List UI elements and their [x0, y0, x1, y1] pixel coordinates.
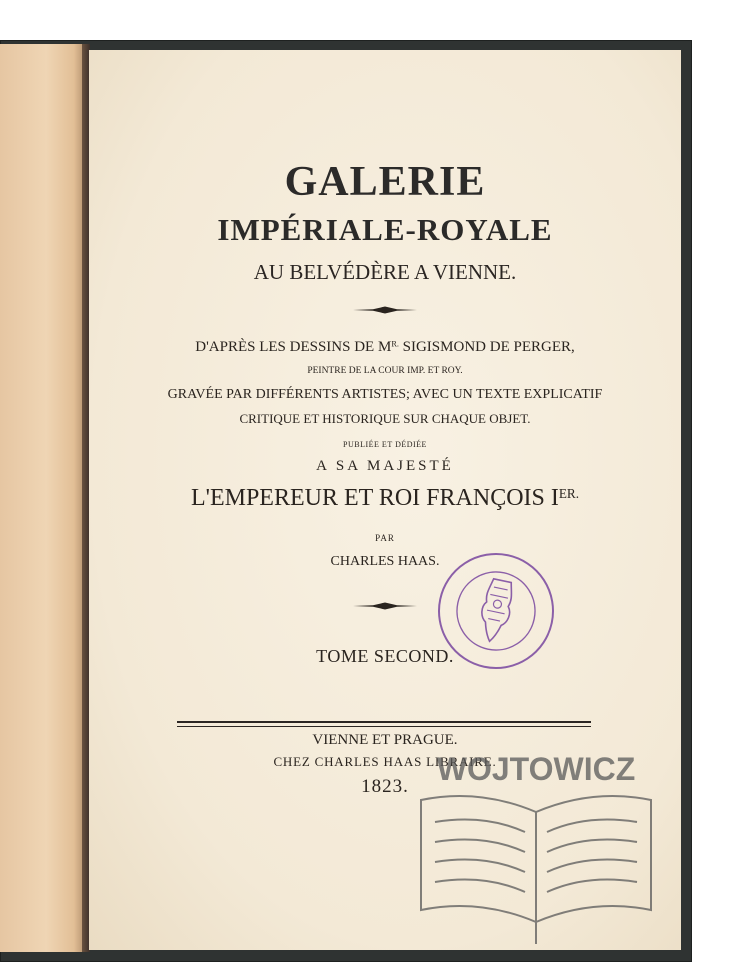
emperor-line: L'EMPEREUR ET ROI FRANÇOIS $I^{ER.}$	[190, 485, 580, 511]
attribution-line: D'APRÈS LES DESSINS DE $M^{R.}$ SIGISMOND DE PERGER,	[195, 339, 575, 355]
volume-label: TOME SECOND.	[316, 646, 454, 666]
title-page	[89, 50, 681, 950]
imprint-publisher: CHEZ CHARLES HAAS LIBRAIRE.	[273, 754, 497, 769]
ornament-divider-icon	[353, 602, 417, 610]
imprint-year: 1823.	[361, 776, 409, 797]
painter-role-line: PEINTRE DE LA COUR IMP. ET ROY.	[307, 366, 463, 376]
rule-divider	[177, 721, 591, 723]
left-page-edge	[0, 44, 84, 952]
ornament-divider-icon	[353, 306, 417, 314]
engraving-line: GRAVÉE PAR DIFFÉRENTS ARTISTES; AVEC UN TEXTE EXPLICATIF	[167, 387, 603, 402]
watermark-book-icon	[407, 738, 665, 954]
rule-divider-thin	[177, 726, 591, 727]
majesty-line: A SA MAJESTÉ	[316, 458, 454, 474]
page-subtitle-location: AU BELVÉDÈRE A VIENNE.	[253, 260, 517, 284]
page-subtitle: IMPÉRIALE-ROYALE	[217, 212, 553, 247]
watermark-text: WOJTOWICZ	[436, 751, 636, 787]
dedication-line: PUBLIÉE ET DÉDIÉE	[343, 440, 427, 449]
commentary-line: CRITIQUE ET HISTORIQUE SUR CHAQUE OBJET.	[239, 411, 531, 426]
by-line: PAR	[375, 533, 395, 543]
imprint-city: VIENNE ET PRAGUE.	[312, 732, 458, 748]
author-line: CHARLES HAAS.	[330, 554, 440, 569]
page-title: GALERIE	[284, 159, 486, 205]
